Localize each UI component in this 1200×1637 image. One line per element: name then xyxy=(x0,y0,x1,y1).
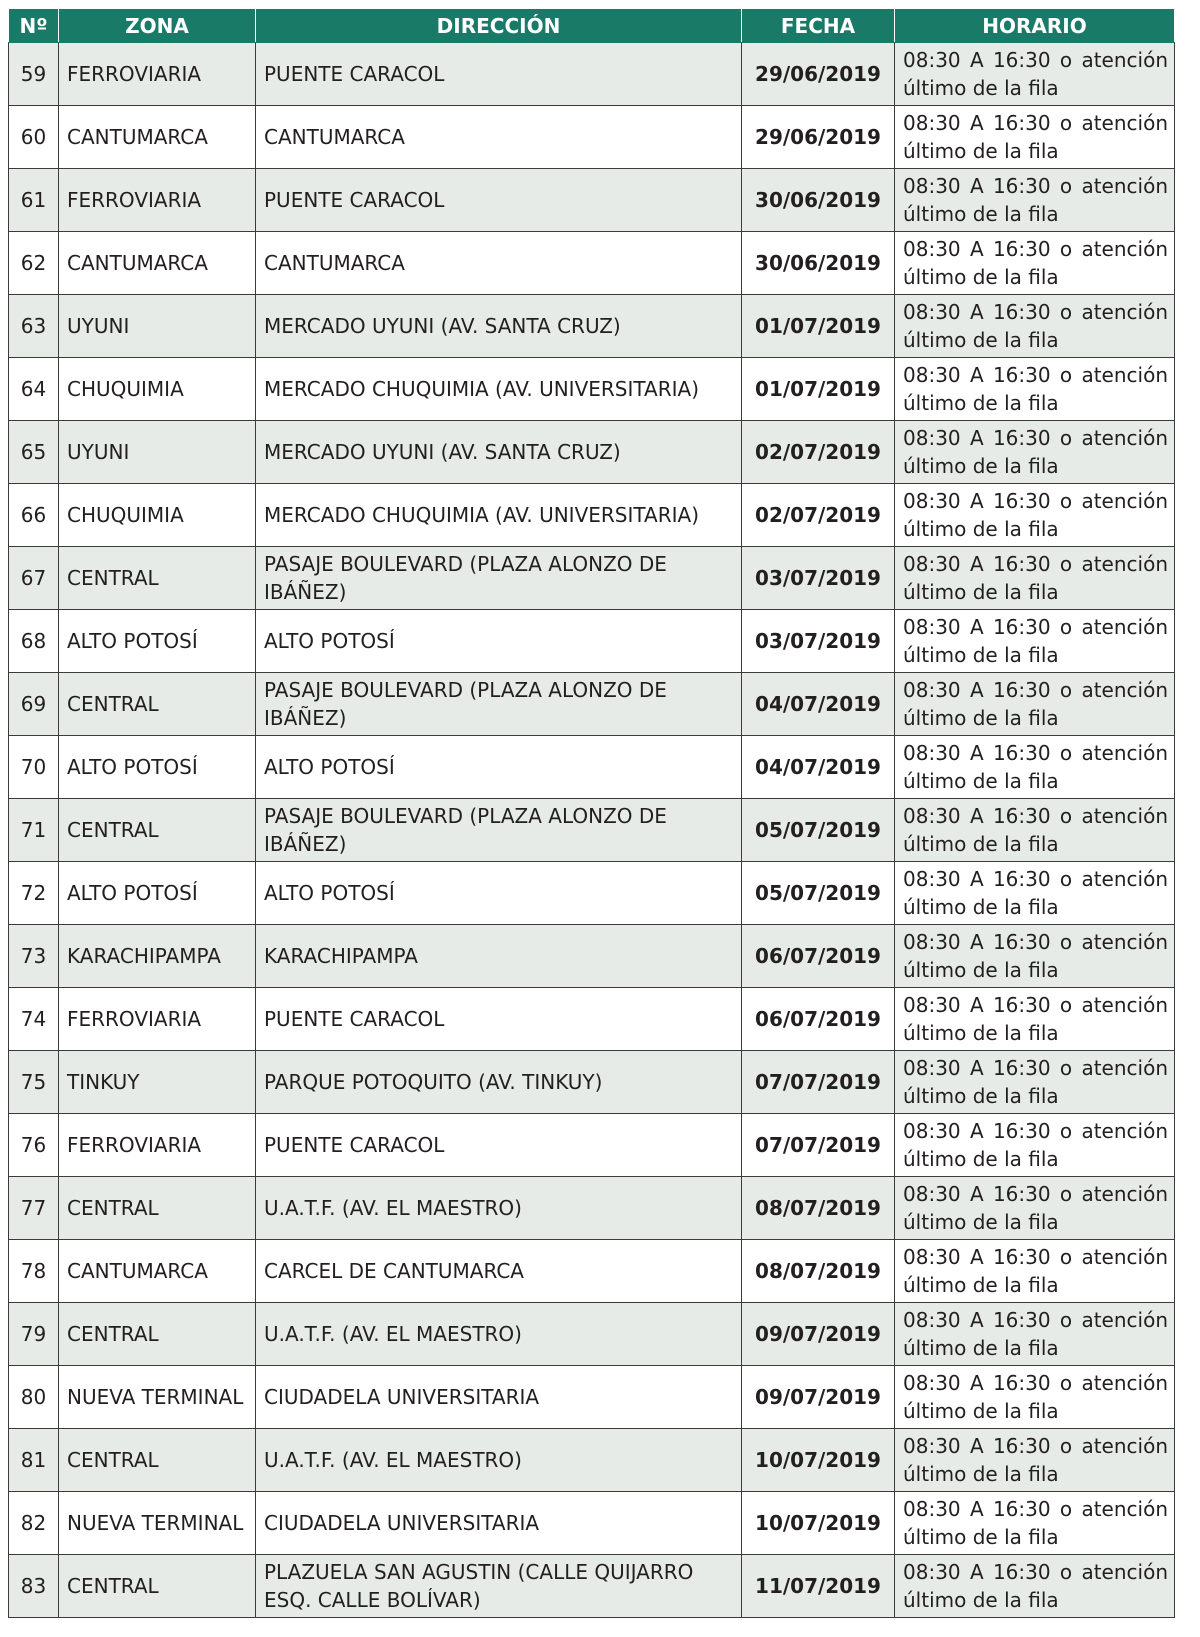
zona-cell: CANTUMARCA xyxy=(59,106,256,169)
row-number: 59 xyxy=(9,43,59,106)
table-row xyxy=(9,1240,1175,1303)
fecha-cell: 11/07/2019 xyxy=(742,1555,895,1618)
table-row xyxy=(9,1492,1175,1555)
table-row xyxy=(9,862,1175,925)
zona-cell: NUEVA TERMINAL xyxy=(59,1366,256,1429)
horario-cell: 08:30 A 16:30 o atención último de la fila xyxy=(895,295,1175,358)
fecha-cell: 29/06/2019 xyxy=(742,106,895,169)
fecha-cell: 29/06/2019 xyxy=(742,43,895,106)
table-row xyxy=(9,484,1175,547)
zona-cell: CHUQUIMIA xyxy=(59,358,256,421)
table-row xyxy=(9,1429,1175,1492)
row-number: 72 xyxy=(9,862,59,925)
fecha-cell: 10/07/2019 xyxy=(742,1429,895,1492)
direccion-cell: ALTO POTOSÍ xyxy=(256,862,742,925)
zona-cell: TINKUY xyxy=(59,1051,256,1114)
horario-cell: 08:30 A 16:30 o atención último de la fila xyxy=(895,862,1175,925)
table-row xyxy=(9,43,1175,106)
horario-cell: 08:30 A 16:30 o atención último de la fila xyxy=(895,736,1175,799)
direccion-cell: CARCEL DE CANTUMARCA xyxy=(256,1240,742,1303)
fecha-cell: 07/07/2019 xyxy=(742,1114,895,1177)
row-number: 67 xyxy=(9,547,59,610)
zona-cell: CANTUMARCA xyxy=(59,1240,256,1303)
horario-cell: 08:30 A 16:30 o atención último de la fila xyxy=(895,1177,1175,1240)
horario-cell: 08:30 A 16:30 o atención último de la fila xyxy=(895,673,1175,736)
table-row xyxy=(9,547,1175,610)
zona-cell: NUEVA TERMINAL xyxy=(59,1492,256,1555)
direccion-cell: PUENTE CARACOL xyxy=(256,988,742,1051)
direccion-cell: CIUDADELA UNIVERSITARIA xyxy=(256,1366,742,1429)
table-row xyxy=(9,169,1175,232)
row-number: 82 xyxy=(9,1492,59,1555)
horario-cell: 08:30 A 16:30 o atención último de la fila xyxy=(895,1492,1175,1555)
horario-cell: 08:30 A 16:30 o atención último de la fila xyxy=(895,988,1175,1051)
row-number: 63 xyxy=(9,295,59,358)
zona-cell: UYUNI xyxy=(59,421,256,484)
direccion-cell: PASAJE BOULEVARD (PLAZA ALONZO DE IBÁÑEZ) xyxy=(256,547,742,610)
row-number: 71 xyxy=(9,799,59,862)
fecha-cell: 06/07/2019 xyxy=(742,925,895,988)
fecha-cell: 10/07/2019 xyxy=(742,1492,895,1555)
zona-cell: FERROVIARIA xyxy=(59,169,256,232)
zona-cell: ALTO POTOSÍ xyxy=(59,862,256,925)
horario-cell: 08:30 A 16:30 o atención último de la fila xyxy=(895,1114,1175,1177)
row-number: 77 xyxy=(9,1177,59,1240)
row-number: 62 xyxy=(9,232,59,295)
zona-cell: CANTUMARCA xyxy=(59,232,256,295)
table-row xyxy=(9,232,1175,295)
fecha-cell: 02/07/2019 xyxy=(742,421,895,484)
zona-cell: CENTRAL xyxy=(59,1303,256,1366)
direccion-cell: PASAJE BOULEVARD (PLAZA ALONZO DE IBÁÑEZ) xyxy=(256,673,742,736)
table-row xyxy=(9,1555,1175,1618)
zona-cell: ALTO POTOSÍ xyxy=(59,736,256,799)
schedule-table xyxy=(8,8,1175,1618)
fecha-cell: 04/07/2019 xyxy=(742,673,895,736)
direccion-cell: PARQUE POTOQUITO (AV. TINKUY) xyxy=(256,1051,742,1114)
row-number: 79 xyxy=(9,1303,59,1366)
horario-cell: 08:30 A 16:30 o atención último de la fila xyxy=(895,484,1175,547)
horario-cell: 08:30 A 16:30 o atención último de la fila xyxy=(895,799,1175,862)
table-row xyxy=(9,1366,1175,1429)
zona-cell: UYUNI xyxy=(59,295,256,358)
table-row xyxy=(9,673,1175,736)
row-number: 68 xyxy=(9,610,59,673)
horario-cell: 08:30 A 16:30 o atención último de la fila xyxy=(895,1051,1175,1114)
horario-cell: 08:30 A 16:30 o atención último de la fila xyxy=(895,358,1175,421)
table-row xyxy=(9,925,1175,988)
fecha-cell: 01/07/2019 xyxy=(742,295,895,358)
direccion-cell: PASAJE BOULEVARD (PLAZA ALONZO DE IBÁÑEZ) xyxy=(256,799,742,862)
direccion-cell: MERCADO CHUQUIMIA (AV. UNIVERSITARIA) xyxy=(256,484,742,547)
direccion-cell: KARACHIPAMPA xyxy=(256,925,742,988)
direccion-cell: PUENTE CARACOL xyxy=(256,1114,742,1177)
row-number: 81 xyxy=(9,1429,59,1492)
row-number: 80 xyxy=(9,1366,59,1429)
direccion-cell: CANTUMARCA xyxy=(256,232,742,295)
direccion-cell: CANTUMARCA xyxy=(256,106,742,169)
table-row xyxy=(9,1303,1175,1366)
zona-cell: CENTRAL xyxy=(59,799,256,862)
table-row xyxy=(9,358,1175,421)
fecha-cell: 30/06/2019 xyxy=(742,169,895,232)
horario-cell: 08:30 A 16:30 o atención último de la fila xyxy=(895,43,1175,106)
row-number: 74 xyxy=(9,988,59,1051)
fecha-cell: 09/07/2019 xyxy=(742,1303,895,1366)
horario-cell: 08:30 A 16:30 o atención último de la fila xyxy=(895,610,1175,673)
zona-cell: CENTRAL xyxy=(59,547,256,610)
horario-cell: 08:30 A 16:30 o atención último de la fila xyxy=(895,1240,1175,1303)
row-number: 76 xyxy=(9,1114,59,1177)
table-row xyxy=(9,1114,1175,1177)
zona-cell: CHUQUIMIA xyxy=(59,484,256,547)
zona-cell: FERROVIARIA xyxy=(59,1114,256,1177)
horario-cell: 08:30 A 16:30 o atención último de la fila xyxy=(895,1366,1175,1429)
row-number: 65 xyxy=(9,421,59,484)
zona-cell: FERROVIARIA xyxy=(59,43,256,106)
direccion-cell: ALTO POTOSÍ xyxy=(256,736,742,799)
header-zona: ZONA xyxy=(59,9,256,43)
row-number: 60 xyxy=(9,106,59,169)
direccion-cell: U.A.T.F. (AV. EL MAESTRO) xyxy=(256,1429,742,1492)
direccion-cell: MERCADO UYUNI (AV. SANTA CRUZ) xyxy=(256,421,742,484)
table-row xyxy=(9,295,1175,358)
direccion-cell: PUENTE CARACOL xyxy=(256,43,742,106)
direccion-cell: PUENTE CARACOL xyxy=(256,169,742,232)
header-direccion: DIRECCIÓN xyxy=(256,9,742,43)
zona-cell: CENTRAL xyxy=(59,1177,256,1240)
direccion-cell: U.A.T.F. (AV. EL MAESTRO) xyxy=(256,1303,742,1366)
horario-cell: 08:30 A 16:30 o atención último de la fila xyxy=(895,232,1175,295)
zona-cell: ALTO POTOSÍ xyxy=(59,610,256,673)
horario-cell: 08:30 A 16:30 o atención último de la fila xyxy=(895,1303,1175,1366)
row-number: 64 xyxy=(9,358,59,421)
table-row xyxy=(9,988,1175,1051)
horario-cell: 08:30 A 16:30 o atención último de la fila xyxy=(895,421,1175,484)
row-number: 73 xyxy=(9,925,59,988)
header-fecha: FECHA xyxy=(742,9,895,43)
direccion-cell: U.A.T.F. (AV. EL MAESTRO) xyxy=(256,1177,742,1240)
zona-cell: FERROVIARIA xyxy=(59,988,256,1051)
fecha-cell: 07/07/2019 xyxy=(742,1051,895,1114)
horario-cell: 08:30 A 16:30 o atención último de la fila xyxy=(895,547,1175,610)
horario-cell: 08:30 A 16:30 o atención último de la fila xyxy=(895,1555,1175,1618)
header-row xyxy=(9,9,1175,43)
direccion-cell: ALTO POTOSÍ xyxy=(256,610,742,673)
table-row xyxy=(9,736,1175,799)
header-num: Nº xyxy=(9,9,59,43)
horario-cell: 08:30 A 16:30 o atención último de la fila xyxy=(895,106,1175,169)
fecha-cell: 30/06/2019 xyxy=(742,232,895,295)
direccion-cell: MERCADO UYUNI (AV. SANTA CRUZ) xyxy=(256,295,742,358)
direccion-cell: MERCADO CHUQUIMIA (AV. UNIVERSITARIA) xyxy=(256,358,742,421)
row-number: 75 xyxy=(9,1051,59,1114)
table-row xyxy=(9,1051,1175,1114)
row-number: 66 xyxy=(9,484,59,547)
zona-cell: CENTRAL xyxy=(59,1555,256,1618)
row-number: 70 xyxy=(9,736,59,799)
fecha-cell: 01/07/2019 xyxy=(742,358,895,421)
table-header xyxy=(9,9,1175,43)
direccion-cell: PLAZUELA SAN AGUSTIN (CALLE QUIJARRO ESQ. CALLE BOLÍVAR) xyxy=(256,1555,742,1618)
fecha-cell: 08/07/2019 xyxy=(742,1177,895,1240)
direccion-cell: CIUDADELA UNIVERSITARIA xyxy=(256,1492,742,1555)
table-row xyxy=(9,421,1175,484)
fecha-cell: 08/07/2019 xyxy=(742,1240,895,1303)
table-row xyxy=(9,106,1175,169)
horario-cell: 08:30 A 16:30 o atención último de la fila xyxy=(895,925,1175,988)
row-number: 78 xyxy=(9,1240,59,1303)
fecha-cell: 04/07/2019 xyxy=(742,736,895,799)
fecha-cell: 03/07/2019 xyxy=(742,547,895,610)
row-number: 61 xyxy=(9,169,59,232)
header-horario: HORARIO xyxy=(895,9,1175,43)
fecha-cell: 06/07/2019 xyxy=(742,988,895,1051)
fecha-cell: 05/07/2019 xyxy=(742,862,895,925)
row-number: 83 xyxy=(9,1555,59,1618)
horario-cell: 08:30 A 16:30 o atención último de la fila xyxy=(895,169,1175,232)
zona-cell: CENTRAL xyxy=(59,673,256,736)
row-number: 69 xyxy=(9,673,59,736)
table-body xyxy=(9,43,1175,1618)
table-row xyxy=(9,799,1175,862)
fecha-cell: 02/07/2019 xyxy=(742,484,895,547)
horario-cell: 08:30 A 16:30 o atención último de la fila xyxy=(895,1429,1175,1492)
fecha-cell: 03/07/2019 xyxy=(742,610,895,673)
fecha-cell: 05/07/2019 xyxy=(742,799,895,862)
zona-cell: CENTRAL xyxy=(59,1429,256,1492)
table-row xyxy=(9,610,1175,673)
table-row xyxy=(9,1177,1175,1240)
fecha-cell: 09/07/2019 xyxy=(742,1366,895,1429)
zona-cell: KARACHIPAMPA xyxy=(59,925,256,988)
